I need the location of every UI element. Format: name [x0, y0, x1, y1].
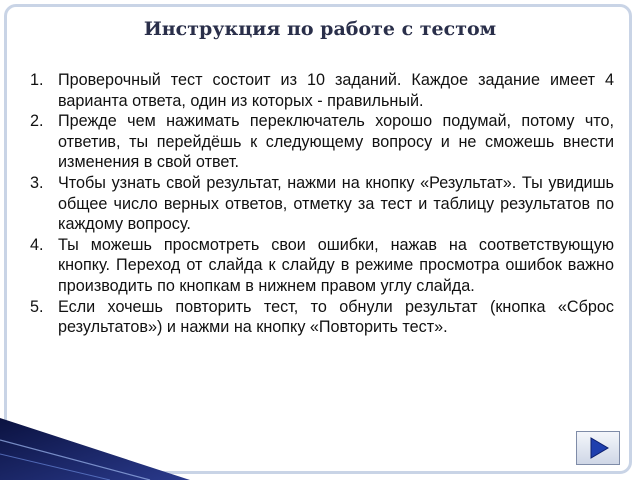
item-number: 4. [30, 235, 44, 254]
list-item [30, 297, 614, 338]
slide-title: Инструкция по работе с тестом [143, 18, 497, 40]
list-item [30, 173, 614, 235]
list-item [30, 235, 614, 297]
item-number: 5. [30, 297, 44, 316]
instruction-list [30, 70, 614, 338]
item-number: 1. [30, 71, 44, 89]
item-text: Прежде чем нажимать переключатель хорошо подумай, потому что, ответив, ты перейдёшь к следующему вопросу и не сможешь внести изменения в свой ответ. [58, 112, 614, 172]
item-number: 3. [30, 173, 44, 192]
list-item [30, 70, 614, 111]
play-arrow-icon [577, 432, 619, 464]
item-number: 2. [30, 112, 44, 131]
list-item [30, 111, 614, 173]
item-text: Чтобы узнать свой результат, нажми на кнопку «Результат». Ты увидишь общее число верных ответов, отметку за тест и таблицу результатов по каждому вопросу. [58, 173, 614, 234]
item-text: Проверочный тест состоит из 10 заданий. Каждое задание имеет 4 варианта ответа, один из которых - правильный. [58, 71, 614, 110]
item-text: Если хочешь повторить тест, то обнули результат (кнопка «Сброс результатов») и нажми на кнопку «Повторить тест». [58, 297, 614, 337]
item-text: Ты можешь просмотреть свои ошибки, нажав на соответствующую кнопку. Переход от слайда к слайду в режиме просмотра ошибок важно производить по кнопкам в нижнем правом углу слайда. [58, 235, 614, 295]
decorative-swoosh [0, 410, 190, 480]
next-slide-button[interactable] [576, 431, 620, 465]
